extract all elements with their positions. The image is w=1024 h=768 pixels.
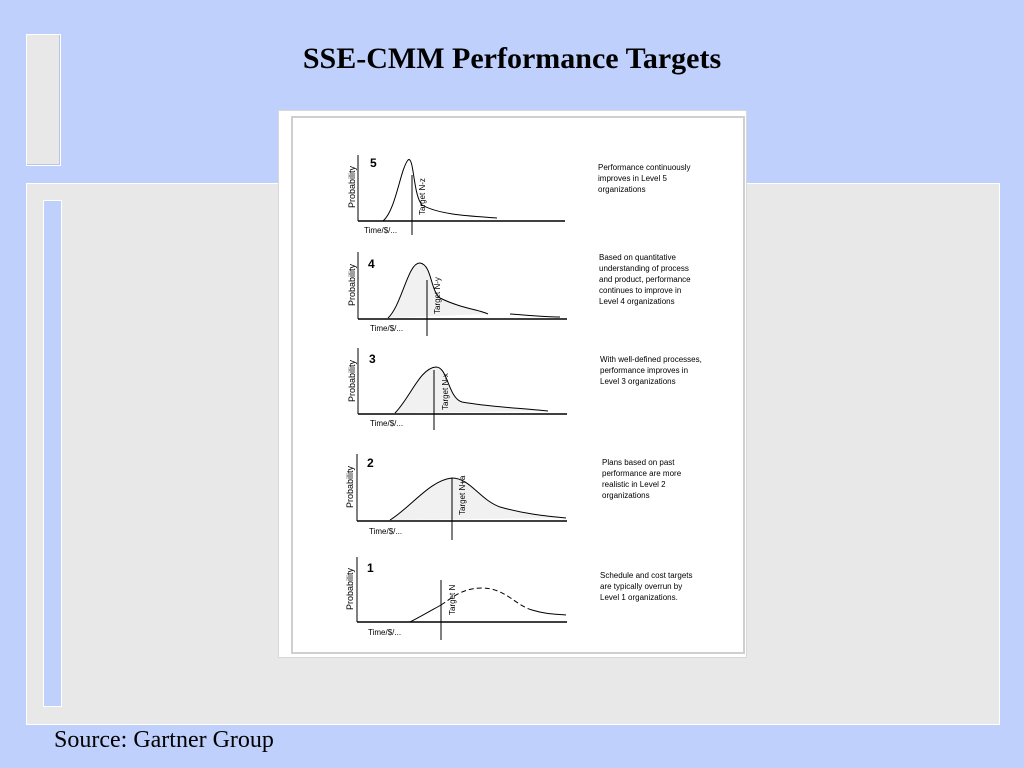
description-line: continues to improve in [599, 286, 682, 295]
level-number: 3 [369, 352, 376, 366]
description-line: Level 3 organizations [600, 377, 676, 386]
probability-curve-tail [510, 314, 560, 317]
y-axis-label: Probability [345, 567, 355, 610]
x-axis-label: Time/$/... [370, 419, 404, 428]
description-line: Based on quantitative [599, 253, 676, 262]
level-description [598, 163, 693, 194]
level-description [600, 571, 695, 602]
level-number: 2 [367, 456, 374, 470]
target-label: Target N+a [458, 475, 467, 515]
level-description [600, 355, 704, 386]
x-axis-label: Time/$/... [370, 324, 404, 333]
probability-curve-tail [532, 610, 566, 615]
y-axis-label: Probability [347, 359, 357, 402]
description-line: organizations [602, 491, 650, 500]
target-label: Target N-y [433, 277, 442, 314]
description-line: organizations [598, 185, 646, 194]
description-line: With well-defined processes, [600, 355, 702, 364]
slide-title: SSE-CMM Performance Targets [302, 42, 722, 75]
description-line: are typically overrun by [600, 582, 683, 591]
description-line: Performance continuously [598, 163, 691, 172]
description-line: and product, performance [599, 275, 691, 284]
x-axis-label: Time/$/... [369, 527, 403, 536]
probability-curve [395, 367, 548, 413]
y-axis-label: Probability [347, 165, 357, 208]
panel-level-1 [345, 557, 695, 640]
x-axis-label: Time/$/... [364, 226, 398, 235]
description-line: Level 1 organizations. [600, 593, 678, 602]
description-line: performance are more [602, 469, 682, 478]
target-label: Target N-x [441, 373, 450, 410]
level-description [602, 458, 683, 500]
description-line: Plans based on past [602, 458, 675, 467]
probability-curve [410, 605, 441, 622]
probability-curve [383, 160, 497, 221]
probability-curve [390, 478, 566, 520]
target-label: Target N-z [418, 178, 427, 215]
level-number: 5 [370, 156, 377, 170]
panel-level-3 [347, 348, 704, 430]
panel-level-2 [345, 454, 683, 540]
level-number: 4 [368, 257, 375, 271]
x-axis-label: Time/$/... [368, 628, 402, 637]
source-caption: Source: Gartner Group [54, 727, 274, 753]
description-line: Schedule and cost targets [600, 571, 693, 580]
description-line: Level 4 organizations [599, 297, 675, 306]
description-line: performance improves in [600, 366, 689, 375]
y-axis-label: Probability [345, 465, 355, 508]
panel-level-5 [347, 155, 693, 235]
description-line: realistic in Level 2 [602, 480, 666, 489]
description-line: improves in Level 5 [598, 174, 667, 183]
y-axis-label: Probability [347, 263, 357, 306]
level-description [599, 253, 693, 306]
target-label: Target N [448, 584, 457, 615]
description-line: understanding of process [599, 264, 689, 273]
level-number: 1 [367, 561, 374, 575]
panel-level-4 [347, 252, 693, 336]
